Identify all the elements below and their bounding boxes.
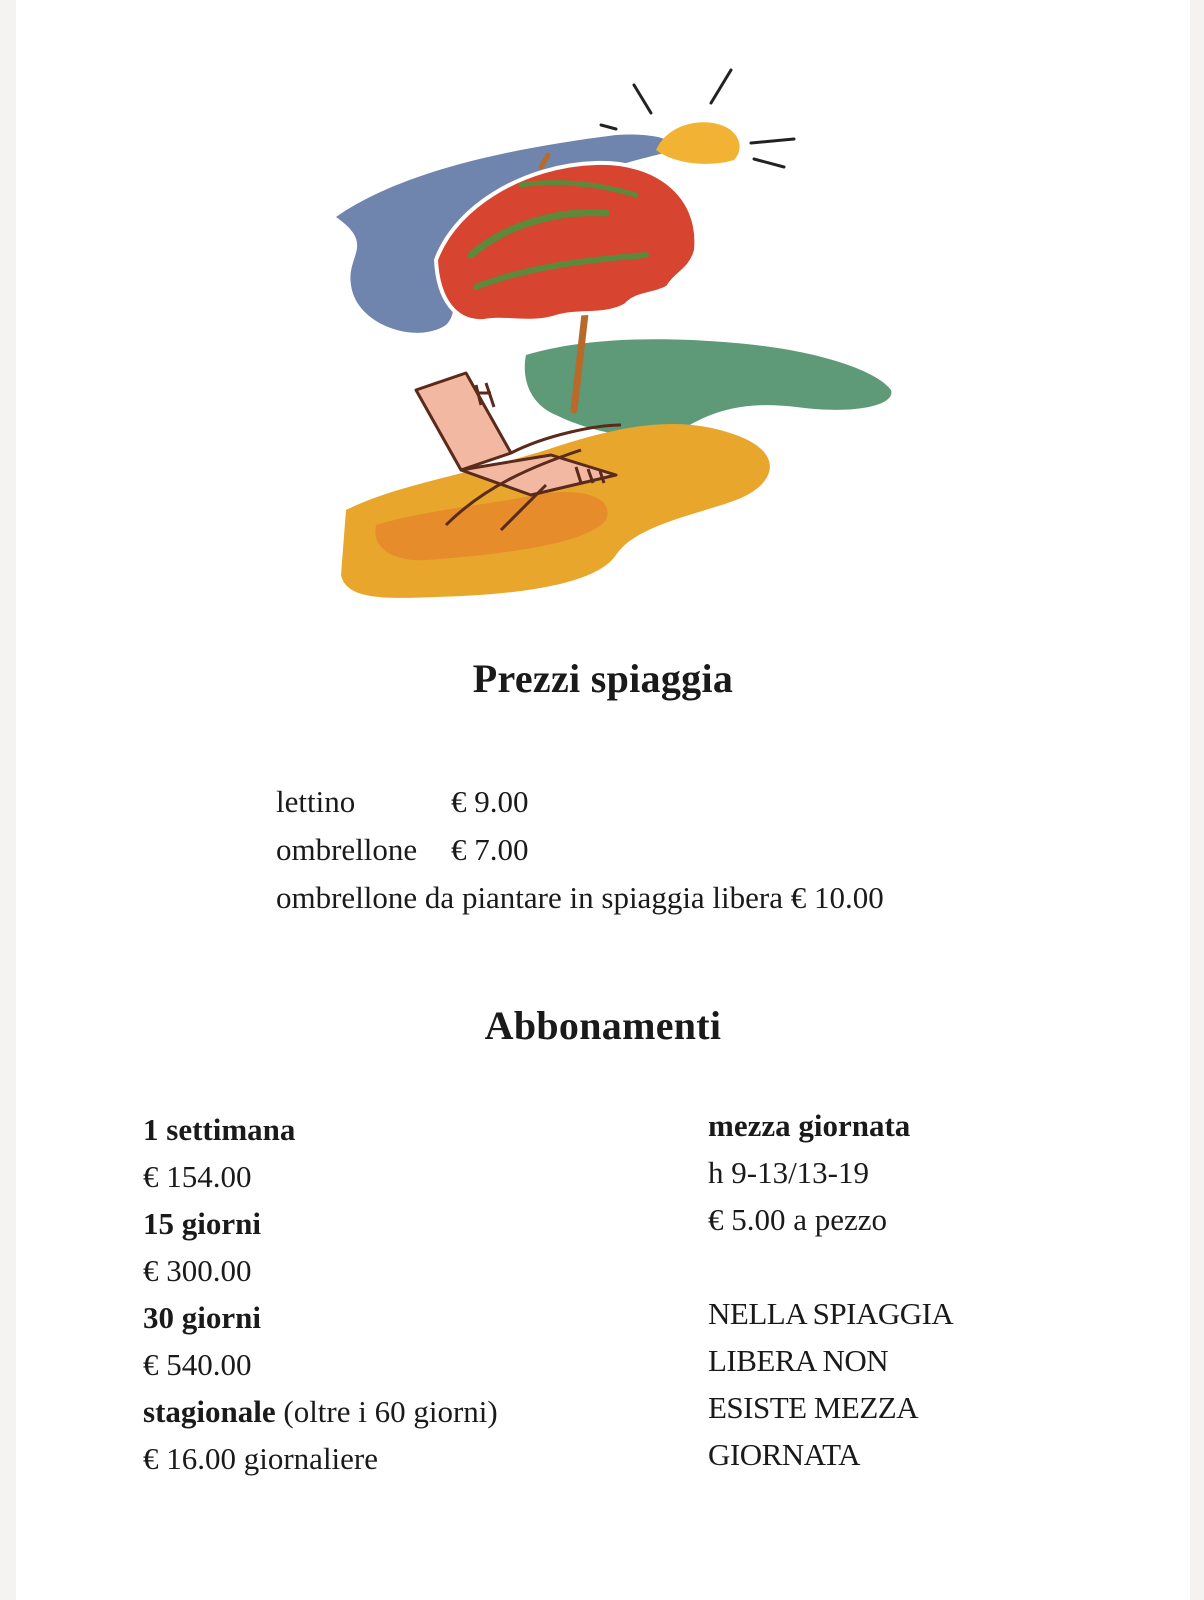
price-label: lettino <box>276 784 356 819</box>
subscription-week-label: 1 settimana <box>143 1112 296 1147</box>
price-value: € 10.00 <box>790 880 884 915</box>
half-day-notice-line: NELLA SPIAGGIA <box>708 1296 954 1331</box>
subscription-season-label: stagionale <box>143 1394 276 1429</box>
subscription-thirty-price: € 540.00 <box>143 1347 252 1382</box>
subscription-week-price: € 154.00 <box>143 1159 252 1194</box>
price-row-lettino <box>276 778 884 826</box>
half-day-notice-line: LIBERA NON <box>708 1343 889 1378</box>
subscriptions-list <box>143 1106 498 1482</box>
price-value: € 7.00 <box>451 832 529 867</box>
price-value: € 9.00 <box>451 784 529 819</box>
half-day-notice-line: GIORNATA <box>708 1437 860 1472</box>
beach-umbrella-illustration <box>316 55 916 615</box>
price-list <box>276 778 884 922</box>
half-day-price: € 5.00 a pezzo <box>708 1202 888 1237</box>
subscription-fifteen-price: € 300.00 <box>143 1253 252 1288</box>
subscription-season-price: € 16.00 giornaliere <box>143 1441 379 1476</box>
page <box>16 0 1190 1600</box>
price-label: ombrellone <box>276 832 418 867</box>
subscriptions-title: Abbonamenti <box>484 1003 722 1048</box>
subscription-fifteen-label: 15 giorni <box>143 1206 261 1241</box>
page-title: Prezzi spiaggia <box>472 656 734 701</box>
half-day-hours: h 9-13/13-19 <box>708 1155 870 1190</box>
half-day-label: mezza giornata <box>708 1108 911 1143</box>
subscription-season-row <box>143 1388 498 1435</box>
half-day-notice-line: ESISTE MEZZA <box>708 1390 919 1425</box>
subscription-season-note: (oltre i 60 giorni) <box>283 1394 498 1429</box>
subscription-thirty-label: 30 giorni <box>143 1300 261 1335</box>
price-row-ombrellone-libera <box>276 874 884 922</box>
price-row-ombrellone <box>276 826 884 874</box>
half-day-section <box>708 1102 953 1478</box>
price-label: ombrellone da piantare in spiaggia libera <box>276 880 784 915</box>
